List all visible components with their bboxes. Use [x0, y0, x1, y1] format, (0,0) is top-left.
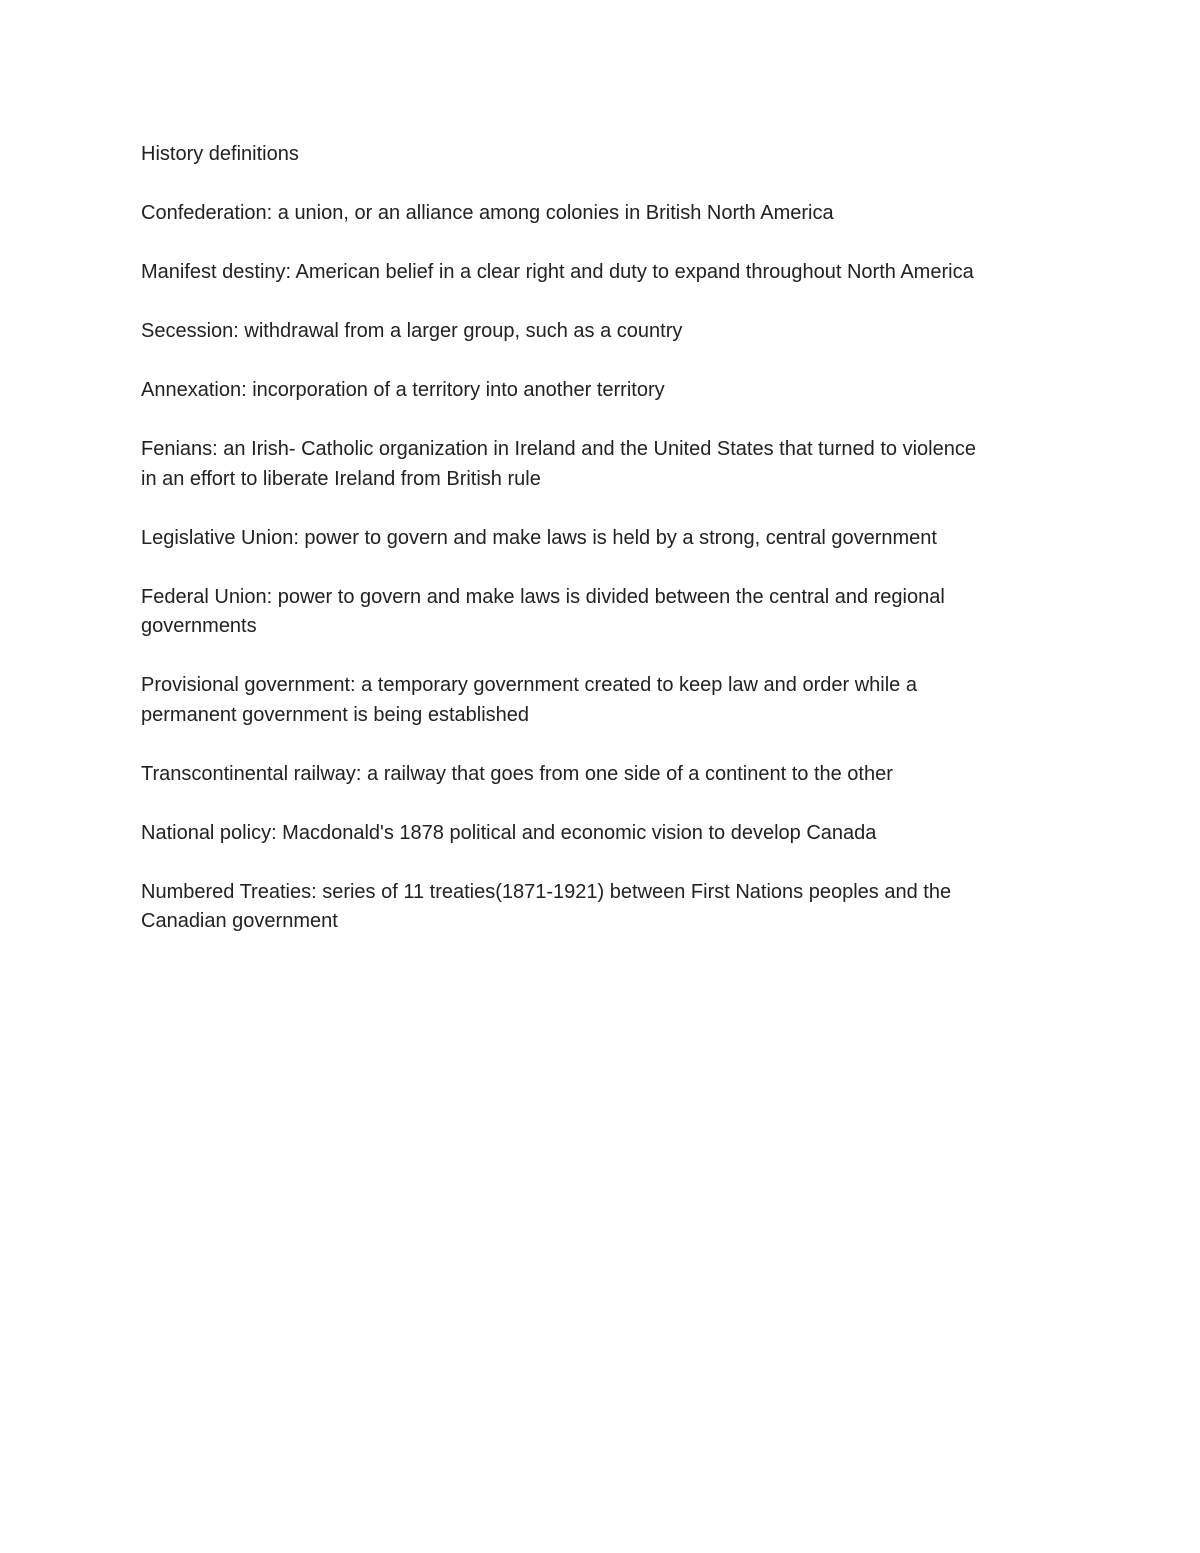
definition-line: Transcontinental railway: a railway that goes from one side of a continent to the other: [141, 762, 893, 785]
definition-line: Numbered Treaties: series of 11 treaties(1871-1921) between First Nations peoples and the: [141, 880, 952, 903]
definition-line: Legislative Union: power to govern and make laws is held by a strong, central government: [141, 526, 937, 549]
definition-line: National policy: Macdonald's 1878 political and economic vision to develop Canada: [141, 821, 877, 844]
definition-paragraph: [141, 878, 1141, 937]
definition-line: Confederation: a union, or an alliance among colonies in British North America: [141, 202, 834, 224]
definition-paragraph: [141, 258, 1141, 288]
definition-paragraph: [141, 583, 1141, 642]
definition-line: Federal Union: power to govern and make laws is divided between the central and regional: [141, 585, 945, 608]
definition-line: Annexation: incorporation of a territory into another territory: [141, 379, 665, 401]
document-page: [141, 140, 1141, 966]
definition-line: Provisional government: a temporary government created to keep law and order while a: [141, 674, 917, 696]
definition-line: in an effort to liberate Ireland from British rule: [141, 467, 541, 490]
definition-line: permanent government is being established: [141, 703, 530, 726]
definition-line: governments: [141, 615, 257, 637]
definition-paragraph: [141, 760, 1141, 790]
definition-line: Fenians: an Irish- Catholic organization in Ireland and the United States that turned to violence: [141, 438, 976, 460]
document-title: History definitions: [141, 143, 299, 165]
definition-paragraph: [141, 524, 1141, 554]
definition-line: Manifest destiny: American belief in a clear right and duty to expand throughout North America: [141, 261, 974, 283]
definition-line: Canadian government: [141, 910, 338, 932]
definition-paragraph: [141, 199, 1141, 229]
definition-paragraph: [141, 435, 1141, 494]
definition-line: Secession: withdrawal from a larger group, such as a country: [141, 320, 683, 342]
definition-paragraph: [141, 671, 1141, 730]
definition-paragraph: [141, 819, 1141, 849]
definition-paragraph: [141, 376, 1141, 406]
definition-paragraph: [141, 317, 1141, 347]
definitions-list: [141, 199, 1141, 937]
